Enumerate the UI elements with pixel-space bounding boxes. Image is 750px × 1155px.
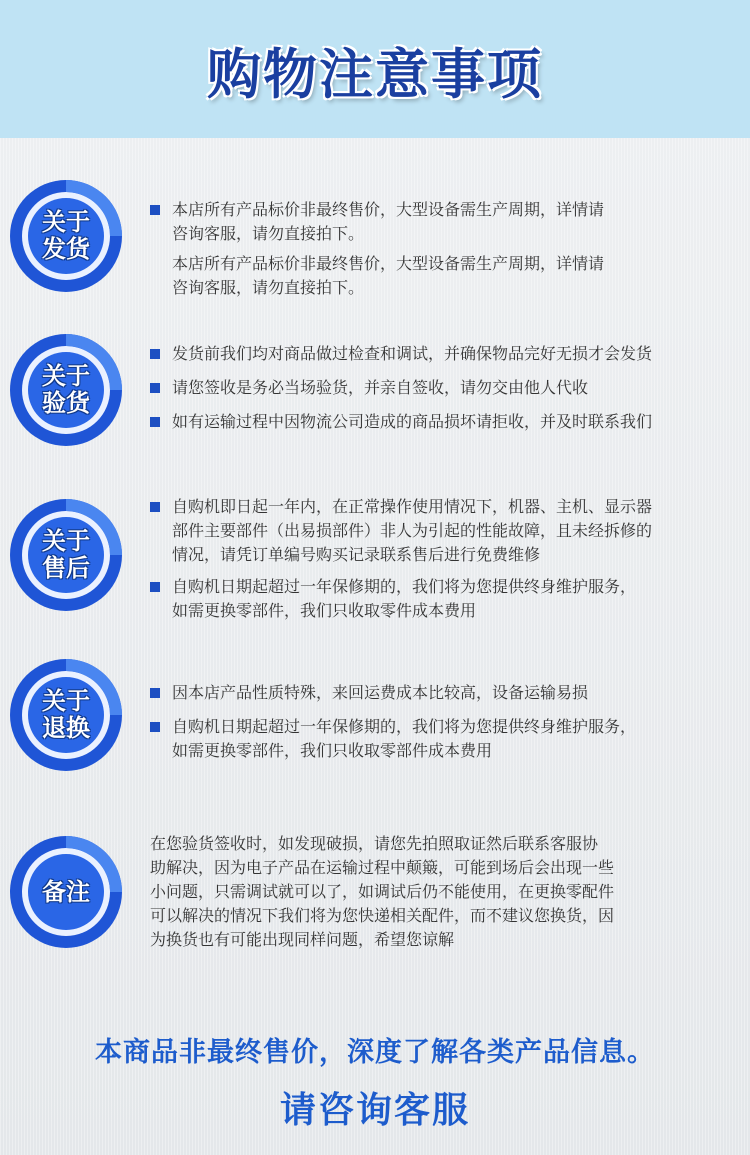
notes-text [150,832,750,952]
list-item: 请您签收是务必当场验货，并亲自签收，请勿交由他人代收 [150,376,750,400]
returns-list [150,681,750,771]
page-title: 购物注意事项 [207,43,543,106]
badge-line-1: 关于 [42,687,90,715]
bullet-square-icon [150,722,160,732]
footer-contact: 请咨询客服 [279,1090,470,1131]
list-item: 自购机日期起超过一年保修期的，我们将为您提供终身维护服务， 如需更换零部件，我们只收取零部件成本费用 [150,715,750,763]
list-item: 本店所有产品标价非最终售价，大型设备需生产周期，详情请 咨询客服，请勿直接拍下。 [150,198,750,246]
note-line: 在您验货签收时，如发现破损，请您先拍照取证然后联系客服协 [150,834,599,853]
bullet-square-icon [150,349,160,359]
bullet-square-icon [150,417,160,427]
notes-badge [6,832,126,952]
bullet-square-icon [150,688,160,698]
inspection-list [150,342,750,442]
bullet-square-icon [150,502,160,512]
badge-line-1: 备注 [42,877,90,906]
badge-line-2: 发货 [42,235,90,263]
list-item: 如有运输过程中因物流公司造成的商品损坏请拒收，并及时联系我们 [150,410,750,434]
list-item: 自购机即日起一年内，在正常操作使用情况下，机器、主机、显示器 部件主要部件（出易损部件）非人为引起的性能故障，且未经拆修的 情况，请凭订单编号购买记录联系售后进行免费维修 [150,495,750,567]
badge-line-2: 售后 [42,554,90,582]
aftersales-badge [6,495,126,615]
aftersales-list [150,495,750,631]
list-item: 因本店产品性质特殊，来回运费成本比较高，设备运输易损 [150,681,750,705]
badge-line-1: 关于 [42,527,90,555]
note-line: 可以解决的情况下我们将为您快递相关配件，而不建议您换货，因 [150,906,615,925]
badge-line-2: 退换 [42,714,90,742]
note-line: 助解决，因为电子产品在运输过程中颠簸，可能到场后会出现一些 [150,858,615,877]
bullet-square-icon [150,582,160,592]
badge-line-1: 关于 [42,362,90,390]
returns-badge [6,655,126,775]
shipping-text [150,198,750,300]
bullet-square-icon [150,383,160,393]
list-item: 自购机日期起超过一年保修期的，我们将为您提供终身维护服务， 如需更换零部件，我们只收取零件成本费用 [150,575,750,623]
note-line: 小问题，只需调试就可以了，如调试后仍不能使用，在更换零配件 [150,882,615,901]
footer-notice: 本商品非最终售价，深度了解各类产品信息。 [95,1037,655,1068]
shipping-badge [6,176,126,296]
badge-line-2: 验货 [42,389,90,417]
note-line: 为换货也有可能出现同样问题，希望您谅解 [150,930,455,949]
bullet-square-icon [150,205,160,215]
list-item-continuation: 本店所有产品标价非最终售价，大型设备需生产周期，详情请 咨询客服，请勿直接拍下。 [172,254,605,297]
badge-line-1: 关于 [42,208,90,236]
inspection-badge [6,330,126,450]
list-item: 发货前我们均对商品做过检查和调试，并确保物品完好无损才会发货 [150,342,750,366]
